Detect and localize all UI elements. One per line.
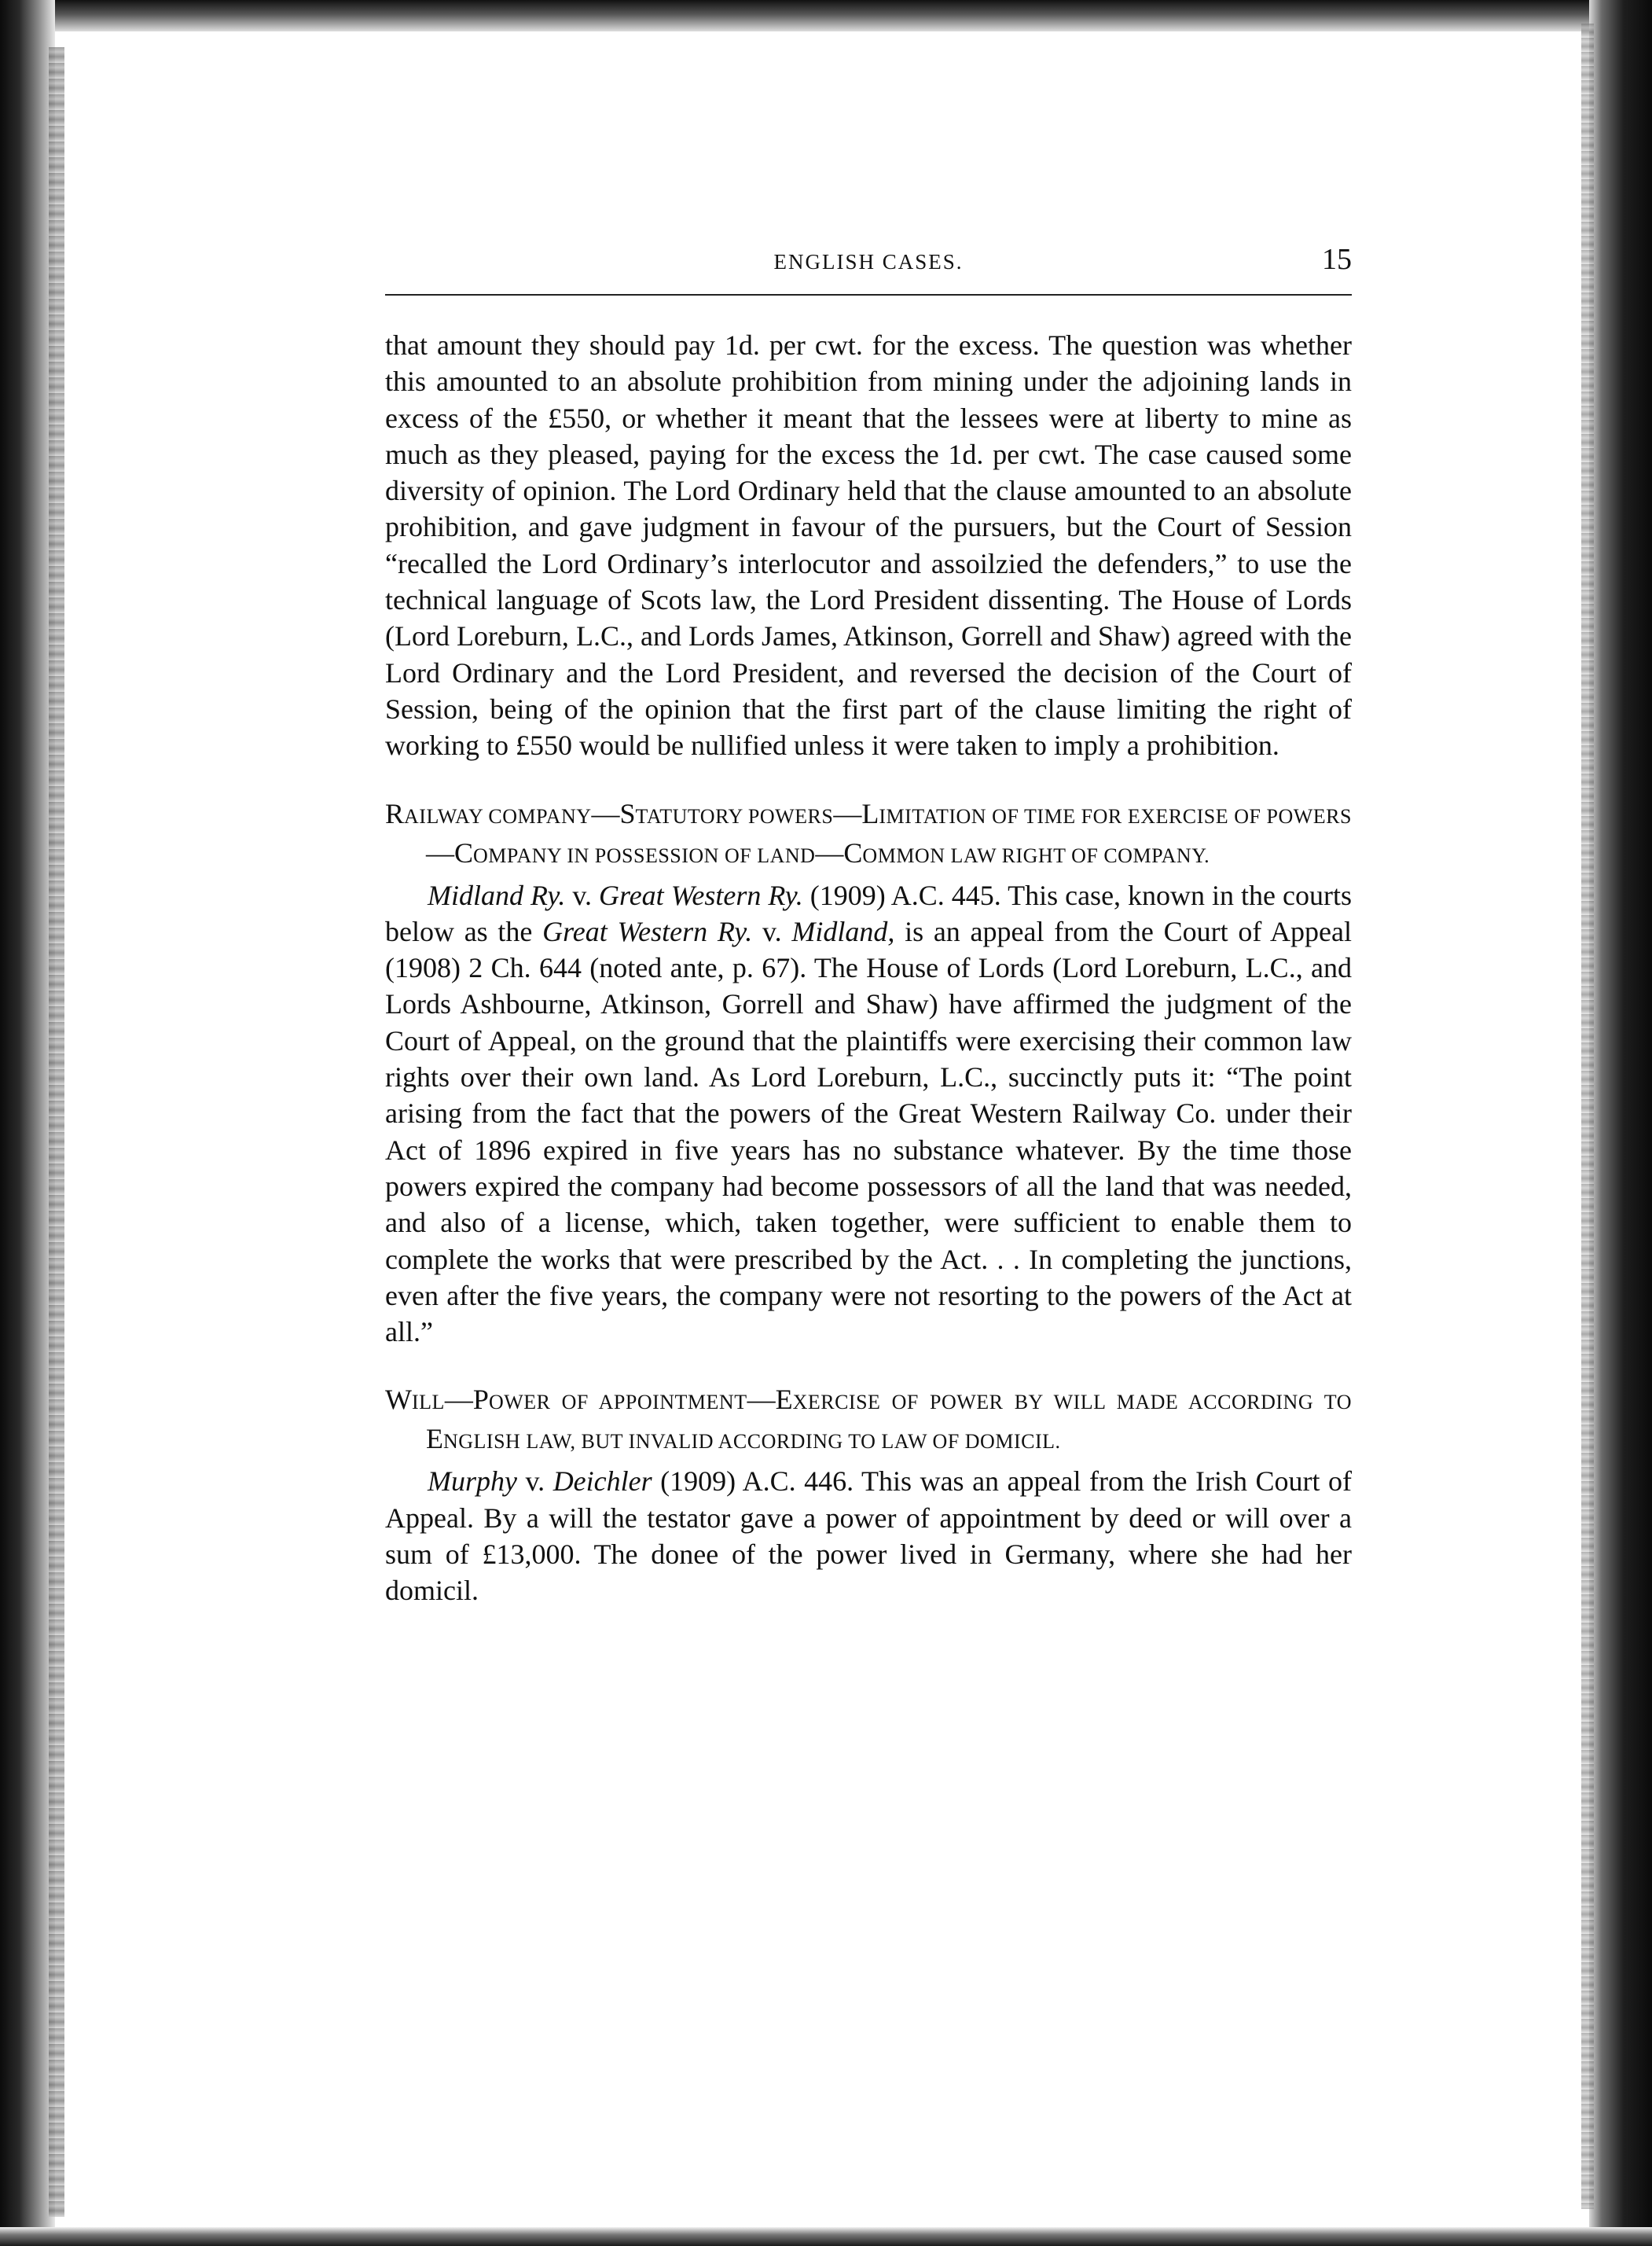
- alt-case-party-b: Midland,: [791, 915, 895, 947]
- case-text: This was an appeal from the Irish Court of Appeal. By a will the testator gave a power of appointment by deed or will over a sum of £13,000. The donee of the power lived in Germany, where she had her domicil.: [385, 1465, 1352, 1607]
- scan-edge-left: [0, 0, 55, 2246]
- heading-dash: —: [833, 797, 862, 829]
- case-citation: (1909) A.C. 446.: [652, 1465, 854, 1498]
- case-party-b: Deichler: [553, 1465, 652, 1498]
- scan-binding-texture-left: [49, 47, 64, 2217]
- heading-small-caps: IMITATION OF TIME FOR EXERCISE OF POWERS: [879, 804, 1352, 828]
- scan-edge-top: [0, 0, 1652, 31]
- case-party-b: Great Western Ry.: [599, 879, 803, 911]
- heading-capital: S: [619, 797, 636, 829]
- section-heading-will: [385, 1381, 1352, 1460]
- heading-capital: P: [472, 1384, 489, 1416]
- heading-dash: —: [444, 1384, 473, 1416]
- heading-capital: E: [775, 1384, 793, 1416]
- case-party-a: Midland Ry.: [428, 879, 566, 911]
- heading-small-caps: OMMON LAW RIGHT OF COMPANY.: [862, 844, 1210, 867]
- heading-dash: —: [747, 1384, 776, 1416]
- scan-binding-texture-right: [1581, 24, 1594, 2209]
- heading-capital: C: [454, 836, 474, 869]
- heading-dash: —: [426, 836, 454, 869]
- case-party-a: Murphy: [428, 1465, 517, 1498]
- heading-small-caps: TATUTORY POWERS: [635, 804, 834, 828]
- heading-capital: R: [385, 797, 405, 829]
- paragraph-continued: that amount they should pay 1d. per cwt. for the excess. The question was whether this amounted to an absolute prohibition from mining under the adjoining lands in excess of the £550, or whether it meant that the lessees were at liberty to mine as much as they pleased, paying for the excess the 1d. per cwt. The case caused some diversity of opinion. The Lord Ordinary held that the clause amounted to an absolute prohibition, and gave judgment in favour of the pursuers, but the Court of Session “recalled the Lord Ordinary’s interlocutor and assoilzied the defenders,” to use the technical language of Scots law, the Lord President dissenting. The House of Lords (Lord Loreburn, L.C., and Lords James, Atkinson, Gorrell and Shaw) agreed with the Lord Ordinary and the Lord President, and reversed the decision of the Court of Session, being of the opinion that the first part of the clause limiting the right of working to £550 would be nullified unless it were taken to imply a prohibition.: [385, 329, 1352, 762]
- heading-capital: C: [843, 836, 863, 869]
- case-paragraph-murphy: [385, 1463, 1352, 1608]
- heading-small-caps: OWER OF APPOINTMENT: [488, 1391, 747, 1414]
- section-heading-railway: [385, 796, 1352, 874]
- alt-case-party-a: Great Western Ry.: [542, 915, 753, 947]
- heading-small-caps: OMPANY IN POSSESSION OF LAND: [473, 844, 816, 867]
- scan-edge-right: [1589, 0, 1652, 2246]
- heading-dash: —: [815, 836, 844, 869]
- heading-small-caps: NGLISH LAW, BUT INVALID ACCORDING TO LAW OF DOMICIL.: [443, 1430, 1061, 1454]
- case-paragraph-midland: [385, 877, 1352, 1351]
- heading-small-caps: ILL: [411, 1391, 445, 1414]
- running-title: ENGLISH CASES.: [773, 250, 964, 274]
- heading-small-caps: XERCISE OF POWER BY WILL MADE ACCORDING TO: [792, 1391, 1352, 1414]
- case-citation: (1909) A.C. 445.: [802, 879, 1001, 911]
- case-text: This case, known in the courts below as the: [385, 879, 1353, 947]
- alt-case-versus: v.: [752, 915, 792, 947]
- heading-capital: W: [385, 1384, 412, 1416]
- page-number: 15: [1322, 243, 1352, 276]
- case-versus: v.: [565, 879, 600, 911]
- scan-edge-bottom: [0, 2227, 1652, 2246]
- book-page: [385, 236, 1352, 1609]
- header-rule: [385, 294, 1352, 296]
- heading-small-caps: AILWAY COMPANY: [404, 804, 592, 828]
- heading-capital: L: [861, 797, 879, 829]
- heading-dash: —: [591, 797, 620, 829]
- case-versus: v.: [516, 1465, 553, 1498]
- heading-capital: E: [426, 1423, 443, 1455]
- running-head: [385, 236, 1352, 291]
- case-text-continued: is an appeal from the Court of Appeal (1908) 2 Ch. 644 (noted ante, p. 67). The House of Lords (Lord Loreburn, L.C., and Lords Ashbourne, Atkinson, Gorrell and Shaw) have affirmed the judgment of the Court of Appeal, on the ground that the plaintiffs were exercising their common law rights over their own land. As Lord Loreburn, L.C., succinctly puts it: “The point arising from the fact that the powers of the Great Western Railway Co. under their Act of 1896 expired in five years has no substance whatever. By the time those powers expired the company had become possessors of all the land that was needed, and also of a license, which, taken together, were sufficient to enable them to complete the works that were prescribed by the Act. . . In completing the junctions, even after the five years, the company were not resorting to the powers of the Act at all.”: [385, 915, 1352, 1348]
